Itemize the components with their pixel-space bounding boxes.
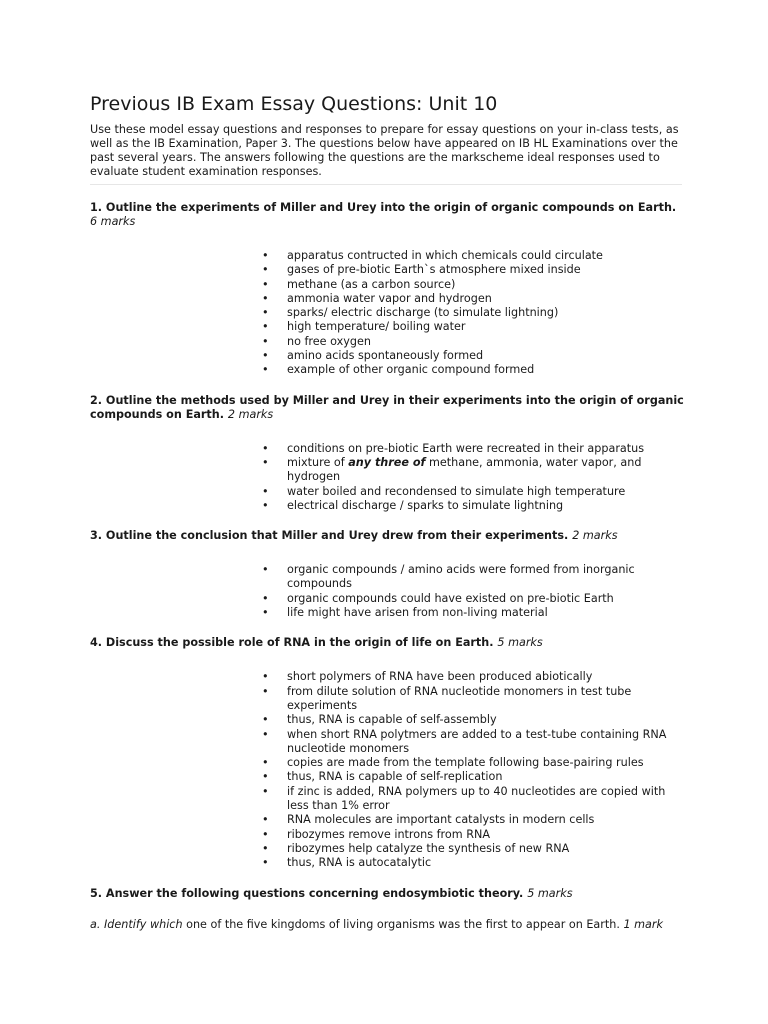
list-item: • example of other organic compound formed	[261, 363, 680, 377]
intro-paragraph: Use these model essay questions and responses to prepare for essay questions on your in-class tests, as well as the IB Examination, Paper 3. The questions below have appeared on IB HL Examinations over the past several years. The answers following the questions are the markscheme ideal responses used to evaluate student examination responses.	[90, 123, 682, 185]
list-item: • thus, RNA is capable of self-replication	[261, 770, 680, 784]
question-5a-marks: 1 mark	[623, 917, 663, 931]
question-3	[90, 529, 690, 543]
list-item: • ammonia water vapor and hydrogen	[261, 292, 680, 306]
question-1-marks: 6 marks	[90, 215, 136, 228]
list-item: • short polymers of RNA have been produced abiotically	[261, 670, 680, 684]
list-item: • methane (as a carbon source)	[261, 278, 680, 292]
question-5a	[90, 918, 690, 932]
list-item: • gases of pre-biotic Earth`s atmosphere mixed inside	[261, 263, 680, 277]
answer-prefix: mixture of	[287, 455, 349, 469]
question-3-answers	[90, 563, 680, 620]
list-item: • electrical discharge / sparks to simulate lightning	[261, 499, 680, 513]
list-item: • ribozymes remove introns from RNA	[261, 828, 680, 842]
list-item: • high temperature/ boiling water	[261, 320, 680, 334]
page-title: Previous IB Exam Essay Questions: Unit 10	[90, 93, 498, 115]
list-item: • thus, RNA is autocatalytic	[261, 856, 680, 870]
question-5a-lead: a. Identify which	[90, 917, 183, 931]
question-3-text: 3. Outline the conclusion that Miller and Urey drew from their experiments.	[90, 529, 569, 543]
question-4-answers	[90, 670, 680, 870]
list-item: • life might have arisen from non-living material	[261, 606, 680, 620]
answer-emphasis: any three of	[348, 455, 426, 469]
answer-suffix: methane, ammonia, water vapor, and hydrogen	[287, 455, 642, 484]
list-item: • thus, RNA is capable of self-assembly	[261, 713, 680, 727]
list-item: • copies are made from the template following base-pairing rules	[261, 756, 680, 770]
list-item: • organic compounds / amino acids were formed from inorganic compounds	[261, 563, 680, 592]
question-2-text: 2. Outline the methods used by Miller and Urey in their experiments into the origin of organic compounds on Earth.	[90, 393, 684, 421]
list-item: • from dilute solution of RNA nucleotide monomers in test tube experiments	[261, 685, 680, 714]
list-item: • no free oxygen	[261, 335, 680, 349]
list-item: • RNA molecules are important catalysts in modern cells	[261, 813, 680, 827]
list-item: • sparks/ electric discharge (to simulate lightning)	[261, 306, 680, 320]
question-4	[90, 636, 690, 650]
document-page	[90, 92, 690, 932]
list-item: • amino acids spontaneously formed	[261, 349, 680, 363]
list-item: • apparatus contructed in which chemicals could circulate	[261, 249, 680, 263]
list-item: • when short RNA polytmers are added to a test-tube containing RNA nucleotide monomers	[261, 728, 680, 757]
question-2-answers	[90, 442, 680, 513]
question-1	[90, 201, 690, 229]
list-item: • conditions on pre-biotic Earth were recreated in their apparatus	[261, 442, 680, 456]
list-item: • organic compounds could have existed on pre-biotic Earth	[261, 592, 680, 606]
question-5a-text: one of the five kingdoms of living organisms was the first to appear on Earth.	[182, 917, 624, 931]
question-5-marks: 5 marks	[527, 886, 573, 900]
question-4-marks: 5 marks	[497, 636, 543, 650]
question-5	[90, 887, 690, 901]
list-item: • water boiled and recondensed to simulate high temperature	[261, 485, 680, 499]
question-3-marks: 2 marks	[572, 529, 618, 543]
question-5-text: 5. Answer the following questions concerning endosymbiotic theory.	[90, 886, 524, 900]
question-4-text: 4. Discuss the possible role of RNA in the origin of life on Earth.	[90, 636, 494, 650]
list-item: • if zinc is added, RNA polymers up to 40 nucleotides are copied with less than 1% error	[261, 785, 680, 814]
question-2	[90, 394, 690, 422]
list-item: • ribozymes help catalyze the synthesis of new RNA	[261, 842, 680, 856]
question-1-answers	[90, 249, 680, 378]
question-2-marks: 2 marks	[227, 407, 274, 421]
list-item	[261, 456, 680, 485]
question-1-text: 1. Outline the experiments of Miller and Urey into the origin of organic compounds on Earth.	[90, 201, 677, 214]
